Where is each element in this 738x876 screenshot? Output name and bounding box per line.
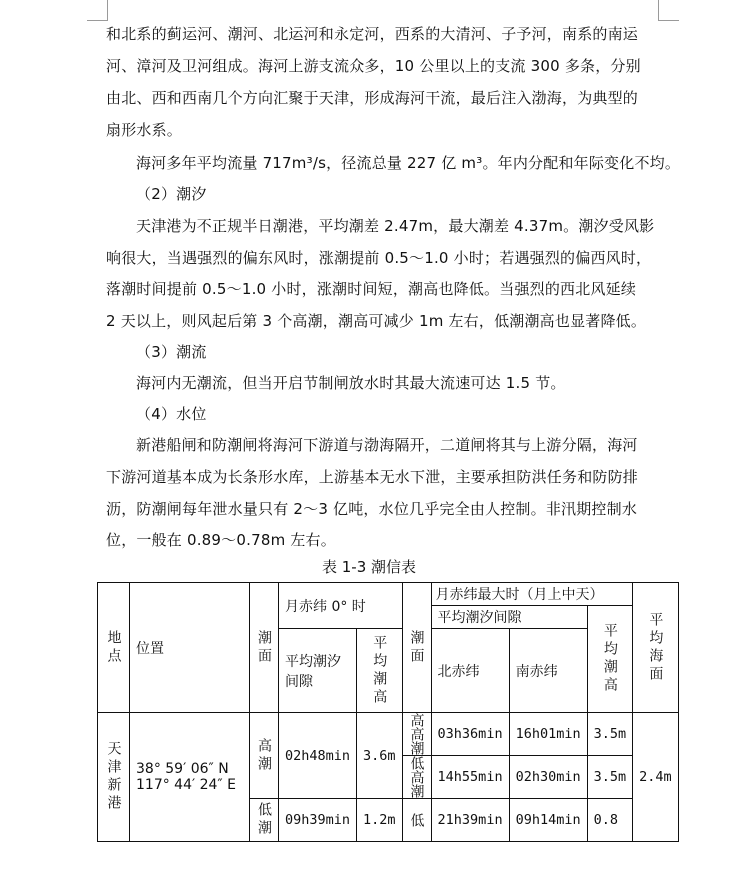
- paragraph-current: 海河内无潮流，但当开启节制闸放水时其最大流速可达 1.5 节。: [136, 374, 566, 392]
- cell-sub-south: 09h14min: [509, 799, 587, 842]
- header-north: 北赤纬: [431, 629, 509, 713]
- paragraph-line: 新港船闸和防潮闸将海河下游道与渤海隔开，二道闸将其与上游分隔，海河: [136, 436, 638, 454]
- cell-sub-north: 03h36min: [431, 713, 509, 756]
- paragraph-line: 2 天以上，则风起后第 3 个高潮，潮高可减少 1m 左右，低潮潮高也显著降低。: [106, 312, 647, 330]
- header-avg-height: 平均潮高: [357, 629, 403, 713]
- cell-high-interval: 02h48min: [279, 713, 357, 799]
- crop-mark-right: [658, 0, 679, 21]
- heading-current: （3）潮流: [136, 343, 207, 361]
- heading-tide: （2）潮汐: [136, 185, 207, 203]
- paragraph-line: 天津港为不正规半日潮港，平均潮差 2.47m，最大潮差 4.37m。潮汐受风影: [136, 217, 655, 235]
- cell-sub-south: 02h30min: [509, 756, 587, 799]
- header-position: 位置: [130, 583, 250, 713]
- position-lat: 38° 59′ 06″ N: [136, 761, 229, 777]
- paragraph-line: 下游河道基本成为长条形水库，上游基本无水下泄，主要承担防洪任务和防防排: [106, 468, 639, 486]
- cell-sub-height: 3.5m: [587, 713, 633, 756]
- header-avg-interval: 平均潮汐间隙: [279, 629, 357, 713]
- header-moon-max: 月赤纬最大时（月上中天）: [431, 583, 633, 606]
- header-tide-face: 潮面: [250, 583, 279, 713]
- cell-face-low: 低潮: [250, 799, 279, 842]
- cell-sub-south: 16h01min: [509, 713, 587, 756]
- header-avg-interval-2: 平均潮汐间隙: [431, 606, 587, 629]
- paragraph-line: 落潮时间提前 0.5～1.0 小时，涨潮时间短，潮高也降低。当强烈的西北风延续: [106, 280, 637, 298]
- cell-position: [130, 713, 250, 842]
- paragraph-line: 位，一般在 0.89～0.78m 左右。: [106, 531, 336, 549]
- tide-table: [97, 582, 679, 842]
- header-avg-height-2: 平均潮高: [587, 606, 633, 713]
- cell-sub-face: 低: [402, 799, 431, 842]
- header-south: 南赤纬: [509, 629, 587, 713]
- header-location: 地点: [98, 583, 130, 713]
- paragraph-line: 和北系的蓟运河、潮河、北运河和永定河，西系的大清河、子予河，南系的南运: [106, 25, 639, 43]
- cell-sub-face: 高高潮: [402, 713, 431, 756]
- cell-low-height: 1.2m: [357, 799, 403, 842]
- paragraph-line: 河、漳河及卫河组成。海河上游支流众多，10 公里以上的支流 300 多条，分别: [106, 57, 641, 75]
- cell-high-height: 3.6m: [357, 713, 403, 799]
- paragraph-line: 由北、西和西南几个方向汇聚于天津，形成海河干流，最后注入渤海，为典型的: [106, 89, 639, 107]
- cell-sub-height: 0.8: [587, 799, 633, 842]
- cell-mean-sea-level: 2.4m: [633, 713, 679, 842]
- header-mean-sea-level: 平均海面: [633, 583, 679, 713]
- cell-sub-north: 14h55min: [431, 756, 509, 799]
- cell-low-interval: 09h39min: [279, 799, 357, 842]
- cell-sub-north: 21h39min: [431, 799, 509, 842]
- position-lon: 117° 44′ 24″ E: [136, 777, 236, 793]
- header-moon-zero: 月赤纬 0° 时: [279, 583, 403, 629]
- header-tide-face-2: 潮面: [402, 583, 431, 713]
- cell-location: 天津新港: [98, 713, 130, 842]
- cell-sub-height: 3.5m: [587, 756, 633, 799]
- paragraph-flow: 海河多年平均流量 717m³/s，径流总量 227 亿 m³。年内分配和年际变化不均。: [136, 154, 681, 172]
- paragraph-line: 沥，防潮闸每年泄水量只有 2～3 亿吨，水位几乎完全由人控制。非汛期控制水: [106, 500, 638, 518]
- cell-face-high: 高潮: [250, 713, 279, 799]
- cell-sub-face: 低高潮: [402, 756, 431, 799]
- heading-level: （4）水位: [136, 405, 207, 423]
- table-caption: 表 1-3 潮信表: [321, 558, 417, 576]
- paragraph-line: 扇形水系。: [106, 121, 183, 139]
- crop-mark-left: [87, 0, 108, 21]
- paragraph-line: 响很大，当遇强烈的偏东风时，涨潮提前 0.5～1.0 小时；若遇强烈的偏西风时，: [106, 249, 652, 267]
